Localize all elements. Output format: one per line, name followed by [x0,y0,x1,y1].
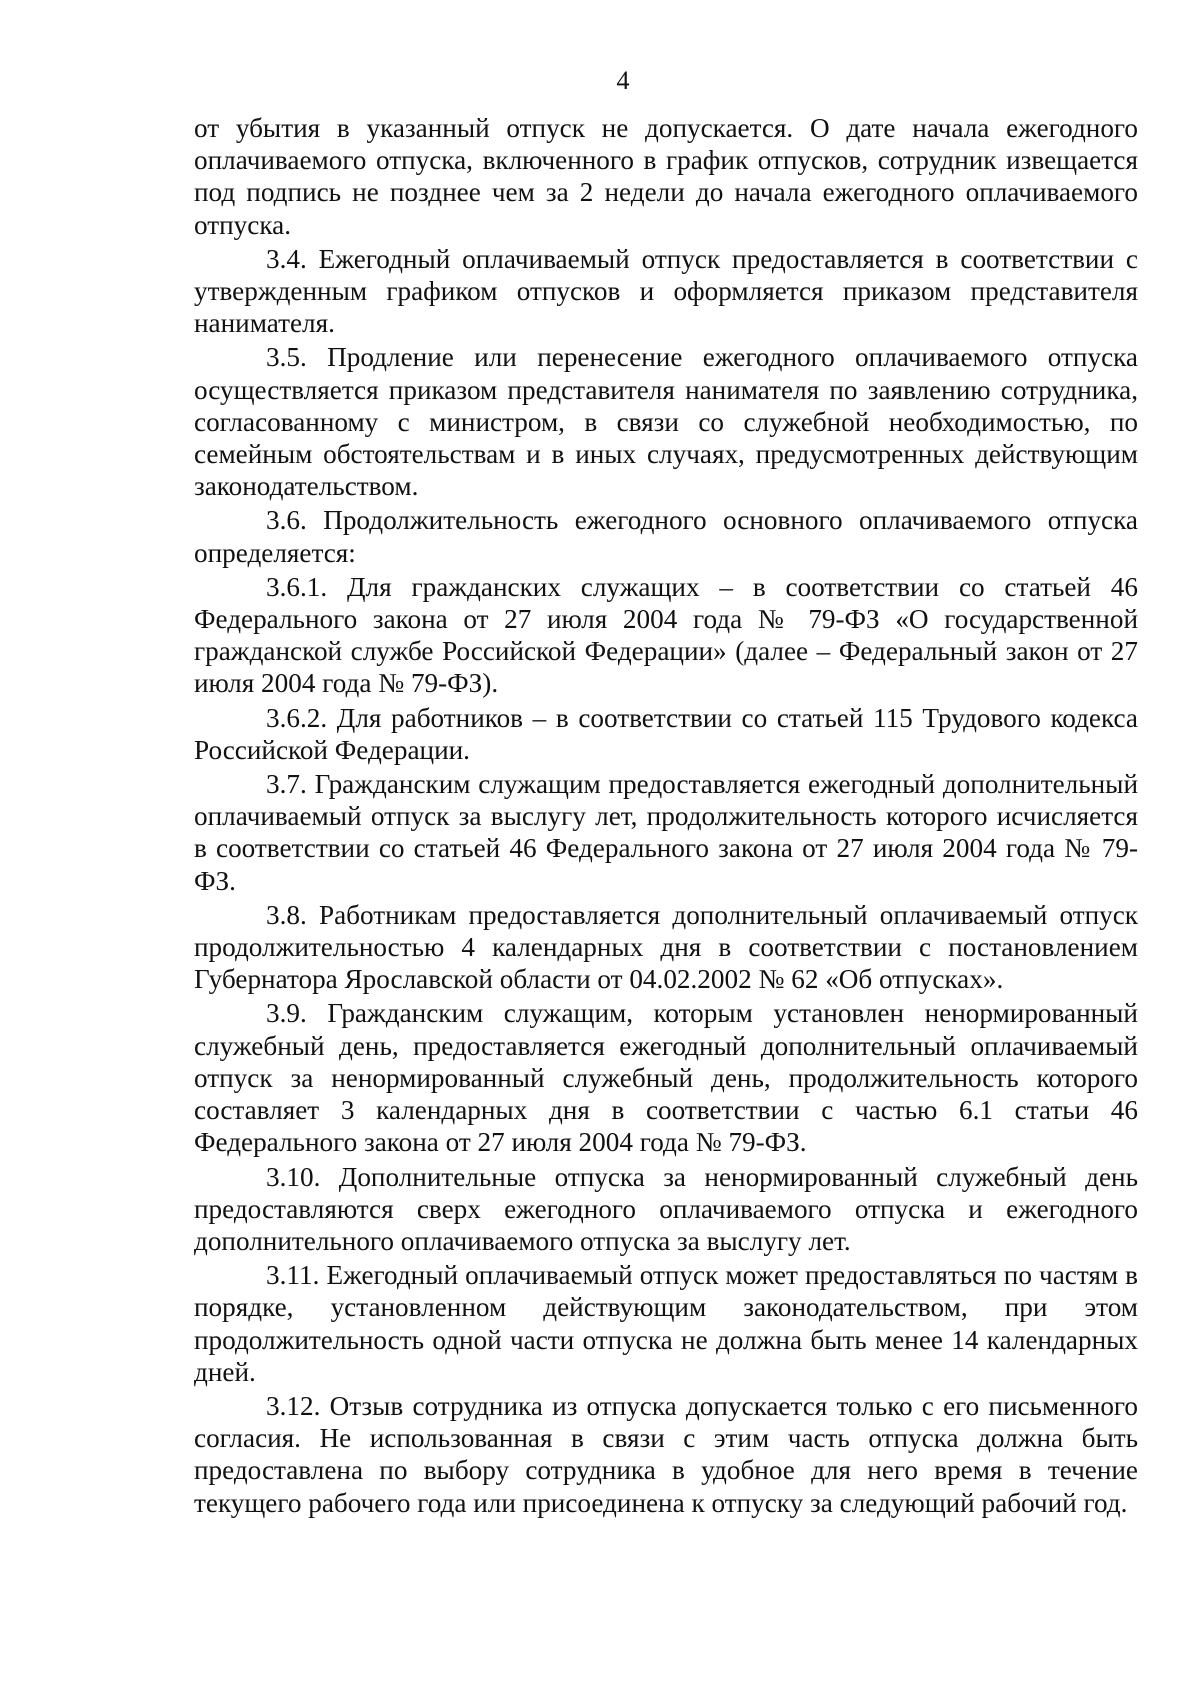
paragraph-3-10: 3.10. Дополнительные отпуска за ненормированный служебный день предоставляются сверх ежегодного оплачиваемого отпуска и ежегодного дополнительного оплачиваемого отпуска за выслугу лет. [194,1161,1138,1256]
paragraph-3-12: 3.12. Отзыв сотрудника из отпуска допускается только с его письменного согласия. Не использованная в связи с этим часть отпуска должна быть предоставлена по выбору сотрудника в удобное для него время в течение текущего рабочего года или присоединена к отпуску за следующий рабочий год. [194,1390,1138,1518]
page-number: 4 [616,66,630,95]
paragraph-3-6-1: 3.6.1. Для гражданских служащих – в соответствии со статьей 46 Федерального закона от 27 июля 2004 года № 79-ФЗ «О государственной гражданской службе Российской Федерации» (далее – Федеральный закон от 27 июля 2004 года № 79-ФЗ). [194,571,1138,699]
paragraph-3-9: 3.9. Гражданским служащим, которым установлен ненормированный служебный день, предоставляется ежегодный дополнительный оплачиваемый отпуск за ненормированный служебный день, продолжительность которого составляет 3 календарных дня в соответствии с частью 6.1 статьи 46 Федерального закона от 27 июля 2004 года № 79-ФЗ. [194,998,1138,1158]
paragraph-3-6: 3.6. Продолжительность ежегодного основного оплачиваемого отпуска определяется: [194,505,1138,568]
paragraph-3-4: 3.4. Ежегодный оплачиваемый отпуск предоставляется в соответствии с утвержденным графиком отпусков и оформляется приказом представителя нанимателя. [194,243,1138,339]
paragraph-3-5: 3.5. Продление или перенесение ежегодного оплачиваемого отпуска осуществляется приказом представителя нанимателя по заявлению сотрудника, согласованному с министром, в связи со служебной необходимостью, по семейным обстоятельствам и в иных случаях, предусмотренных действующим законодательством. [194,342,1138,502]
paragraph-3-11: 3.11. Ежегодный оплачиваемый отпуск может предоставляться по частям в порядке, установленном действующим законодательством, при этом продолжительность одной части отпуска не должна быть менее 14 календарных дней. [194,1260,1138,1387]
paragraph-3-6-2: 3.6.2. Для работников – в соответствии со статьей 115 Трудового кодекса Российской Федерации. [194,702,1138,765]
paragraph-3-7: 3.7. Гражданским служащим предоставляется ежегодный дополнительный оплачиваемый отпуск за выслугу лет, продолжительность которого исчисляется в соответствии со статьей 46 Федерального закона от 27 июля 2004 года № 79-ФЗ. [194,769,1138,896]
document-body [194,112,1138,1521]
paragraph-continuation: от убытия в указанный отпуск не допускается. О дате начала ежегодного оплачиваемого отпуска, включенного в график отпусков, сотрудник извещается под подпись не позднее чем за 2 недели до начала ежегодного оплачиваемого отпуска. [194,113,1138,240]
paragraph-3-8: 3.8. Работникам предоставляется дополнительный оплачиваемый отпуск продолжительностью 4 календарных дня в соответствии с постановлением Губернатора Ярославской области от 04.02.2002 № 62 «Об отпусках». [194,899,1138,995]
